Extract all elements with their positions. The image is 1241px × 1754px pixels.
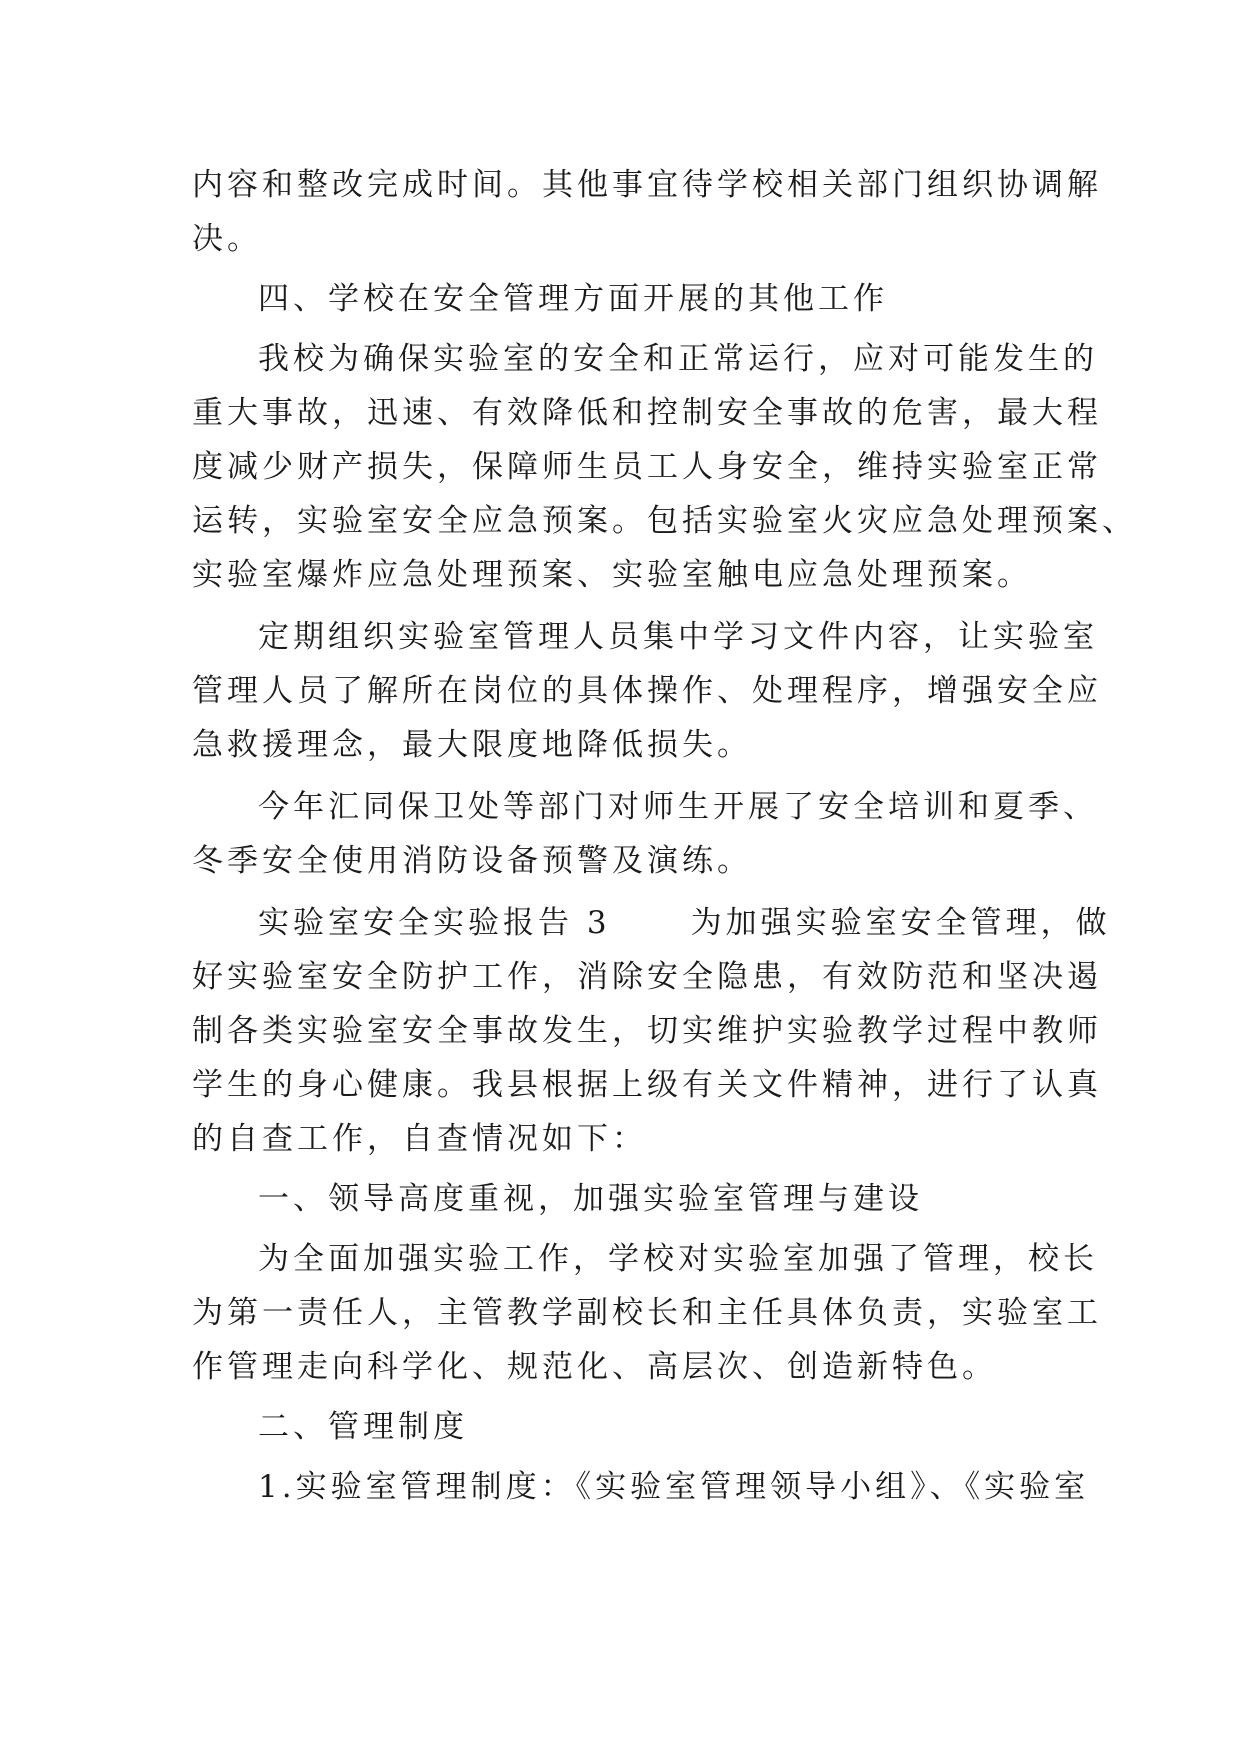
- paragraph-line: 度减少财产损失，保障师生员工人身安全，维持实验室正常: [192, 449, 1102, 485]
- paragraph-line: 急救援理念，最大限度地降低损失。: [192, 727, 752, 763]
- paragraph-line: 冬季安全使用消防设备预警及演练。: [192, 843, 752, 879]
- paragraph-line: 管理人员了解所在岗位的具体操作、处理程序，增强安全应: [192, 673, 1102, 709]
- paragraph-line: 今年汇同保卫处等部门对师生开展了安全培训和夏季、: [258, 789, 1098, 825]
- paragraph-line: 决。: [192, 221, 262, 257]
- paragraph-line: 我校为确保实验室的安全和正常运行，应对可能发生的: [258, 341, 1098, 377]
- paragraph-line: 好实验室安全防护工作，消除安全隐患，有效防范和坚决遏: [192, 959, 1102, 995]
- paragraph-line: 为加强实验室安全管理，做: [690, 905, 1111, 941]
- paragraph-line: 为第一责任人，主管教学副校长和主任具体负责，实验室工: [192, 1295, 1102, 1331]
- document-body: [192, 158, 1137, 1514]
- paragraph-line: 内容和整改完成时间。其他事宜待学校相关部门组织协调解: [192, 167, 1102, 203]
- section-heading: 四、学校在安全管理方面开展的其他工作: [258, 281, 888, 317]
- paragraph-line: 运转，实验室安全应急预案。包括实验室火灾应急处理预案、: [192, 503, 1137, 539]
- report-title: 实验室安全实验报告 3: [258, 905, 611, 941]
- paragraph-line: 的自查工作，自查情况如下：: [192, 1121, 647, 1157]
- paragraph-line: 定期组织实验室管理人员集中学习文件内容，让实验室: [258, 619, 1098, 655]
- paragraph-line: 实验室爆炸应急处理预案、实验室触电应急处理预案。: [192, 557, 1032, 593]
- section-heading: 二、管理制度: [258, 1409, 468, 1445]
- paragraph-line: 制各类实验室安全事故发生，切实维护实验教学过程中教师: [192, 1013, 1102, 1049]
- paragraph-line: 学生的身心健康。我县根据上级有关文件精神，进行了认真: [192, 1067, 1102, 1103]
- paragraph-line: 1.实验室管理制度：《实验室管理领导小组》、《实验室: [258, 1469, 1090, 1505]
- report-title-line: [192, 896, 1111, 950]
- paragraph-line: 作管理走向科学化、规范化、高层次、创造新特色。: [192, 1349, 997, 1385]
- paragraph-line: 为全面加强实验工作，学校对实验室加强了管理，校长: [258, 1241, 1098, 1277]
- paragraph-line: 重大事故，迅速、有效降低和控制安全事故的危害，最大程: [192, 395, 1102, 431]
- section-heading: 一、领导高度重视，加强实验室管理与建设: [258, 1181, 923, 1217]
